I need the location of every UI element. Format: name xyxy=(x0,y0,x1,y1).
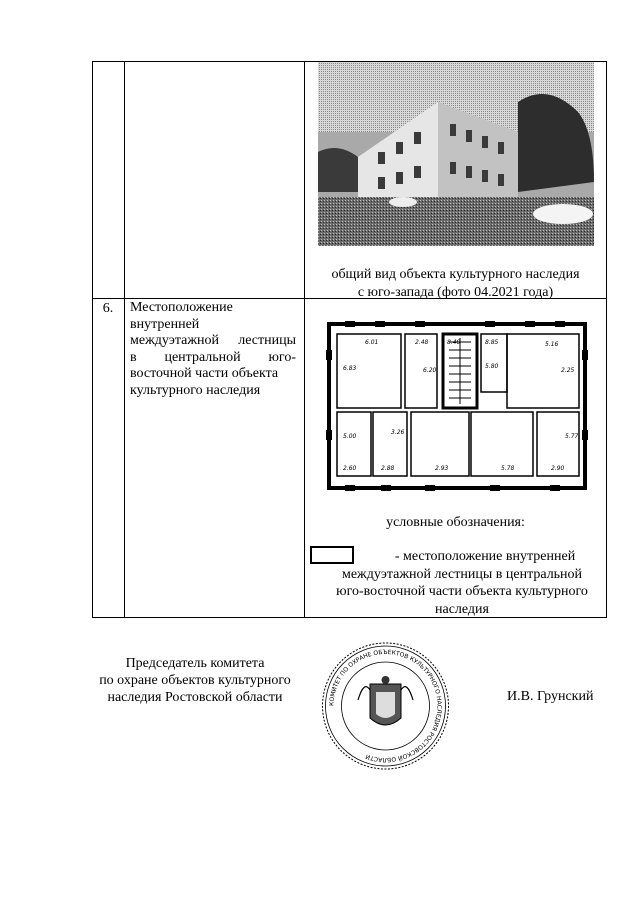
floor-plan xyxy=(325,320,589,495)
signatory-title-line: Председатель комитета xyxy=(125,656,265,671)
legend-line: междуэтажной лестницы в центральной xyxy=(341,566,583,582)
plan-label: 5.16 xyxy=(545,341,559,348)
plan-label: 2.48 xyxy=(415,339,429,346)
table-divider xyxy=(124,62,125,617)
legend-line: - местоположение внутренней xyxy=(394,549,576,564)
plan-label: 6.83 xyxy=(343,365,357,372)
description-line: восточной части объекта xyxy=(130,366,279,381)
signatory-title-line: по охране объектов культурного xyxy=(99,673,291,688)
signatory-title-line: наследия Ростовской области xyxy=(107,690,283,705)
plan-label: 5.78 xyxy=(501,465,515,472)
seal-text: КОМИТЕТ ПО ОХРАНЕ ОБЪЕКТОВ КУЛЬТУРНОГО НАСЛЕДИЯ РОСТОВСКОЙ ОБЛАСТИ xyxy=(328,648,443,764)
legend-line: наследия xyxy=(435,601,489,617)
photo-caption-line: общий вид объекта культурного наследия xyxy=(331,267,580,282)
row-description xyxy=(130,300,296,399)
plan-label: 5.80 xyxy=(485,363,499,370)
plan-label: 3.26 xyxy=(391,429,405,436)
plan-label: 2.25 xyxy=(561,367,575,374)
legend-text xyxy=(318,548,606,618)
official-seal xyxy=(318,640,453,772)
plan-label: 6.20 xyxy=(423,367,437,374)
plan-label: 5.00 xyxy=(343,433,357,440)
legend-line: юго-восточной части объекта культурного xyxy=(336,584,588,599)
plan-label: 8.85 xyxy=(485,339,499,346)
building-photo xyxy=(318,62,594,246)
plan-label: 2.90 xyxy=(551,465,565,472)
plan-label: 8.40 xyxy=(447,339,461,346)
table-divider xyxy=(304,62,305,617)
plan-label: 5.77 xyxy=(565,433,579,440)
plan-label: 2.60 xyxy=(343,465,357,472)
signatory-name: И.В. Грунский xyxy=(507,689,594,704)
plan-label: 2.88 xyxy=(381,465,395,472)
description-line: культурного наследия xyxy=(130,382,261,398)
description-line: внутренней xyxy=(130,316,200,332)
legend-title: условные обозначения: xyxy=(386,515,525,530)
plan-label: 6.01 xyxy=(365,339,379,346)
row-number: 6. xyxy=(102,301,114,316)
photo-caption-line: с юго-запада (фото 04.2021 года) xyxy=(357,285,554,300)
signatory-title xyxy=(80,655,310,706)
plan-label: 2.93 xyxy=(435,465,449,472)
description-line: в центральной юго- xyxy=(130,349,296,365)
description-line: междуэтажной лестницы xyxy=(130,333,296,348)
description-line: Местоположение xyxy=(130,300,233,315)
